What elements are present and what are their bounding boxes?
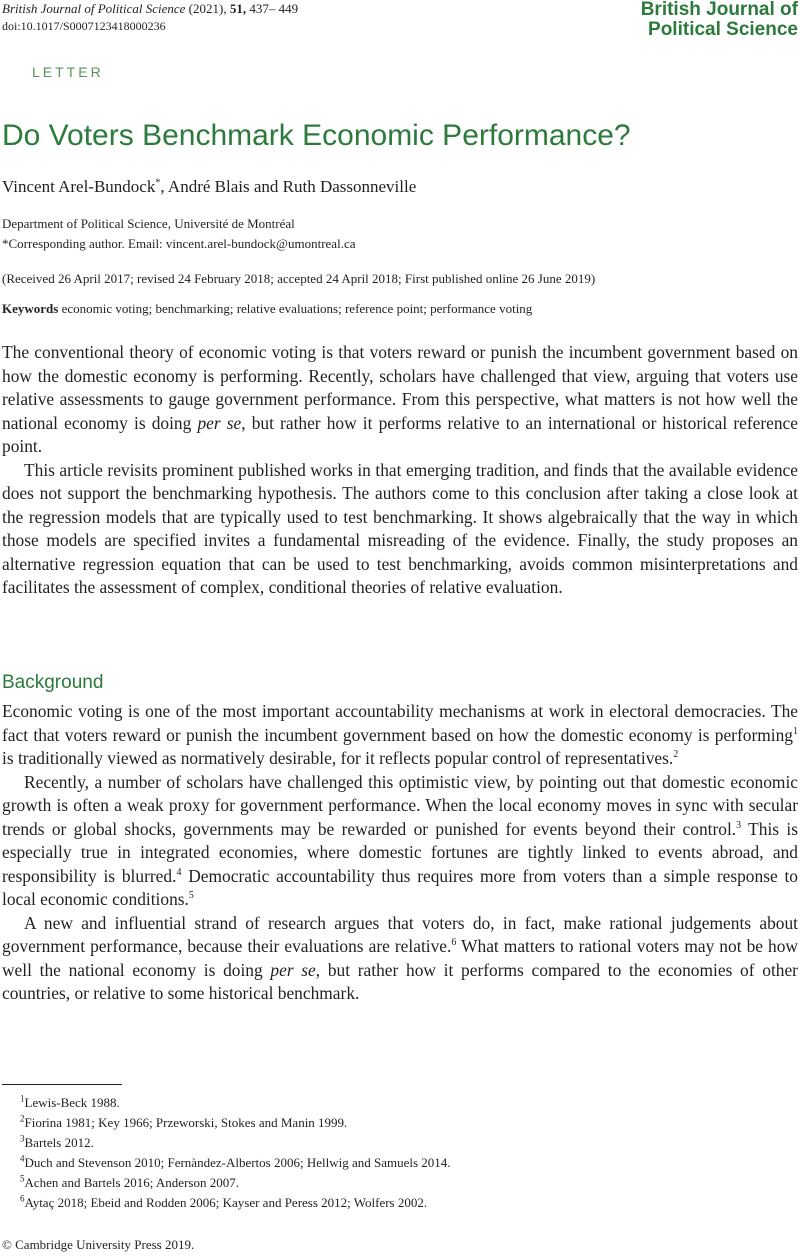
- footnote-ref-5[interactable]: 5: [188, 890, 194, 902]
- footnote-ref-3[interactable]: 3: [736, 819, 742, 831]
- footnote-text: Lewis-Beck 1988.: [24, 1095, 120, 1110]
- abstract: [2, 341, 798, 600]
- keywords-list: economic voting; benchmarking; relative evaluations; reference point; performance voting: [61, 301, 533, 316]
- affiliation-block: [2, 214, 355, 254]
- footnote: [2, 1134, 451, 1154]
- footnote: [2, 1174, 451, 1194]
- journal-citation: [2, 0, 298, 18]
- footnote-ref-2[interactable]: 2: [673, 749, 679, 761]
- footnote: [2, 1114, 451, 1134]
- footnote-text: Fiorina 1981; Key 1966; Przeworski, Stokes and Manin 1999.: [24, 1115, 348, 1130]
- journal-year: (2021),: [188, 1, 227, 16]
- footnotes: [2, 1094, 451, 1214]
- emphasis: per se: [197, 412, 242, 433]
- footnote-ref-4[interactable]: 4: [176, 866, 182, 878]
- journal-logo[interactable]: [641, 0, 798, 40]
- corresponding-email[interactable]: *Corresponding author. Email: vincent.arel-bundock@umontreal.ca: [2, 236, 356, 251]
- emphasis: per se: [270, 959, 316, 980]
- author-list: [2, 176, 416, 198]
- footnote-number: 1: [20, 1093, 25, 1104]
- footnote-number: 2: [20, 1113, 25, 1124]
- footnote: [2, 1194, 451, 1214]
- footnote-number: 4: [20, 1153, 25, 1164]
- body-text: A new and influential strand of research argues that voters do, in fact, make rational judgements about government performance, because their evaluations are relative.: [2, 912, 798, 956]
- footnote-number: 6: [20, 1193, 25, 1204]
- section-heading-background: Background: [2, 672, 104, 693]
- publication-history: (Received 26 April 2017; revised 24 February 2018; accepted 24 April 2018; First published online 26 June 2019): [2, 271, 596, 286]
- footnote-number: 3: [20, 1133, 25, 1144]
- body-text: What matters to rational voters may not be how well the national economy is doing: [2, 936, 798, 980]
- other-authors: , André Blais and Ruth Dassonneville: [160, 177, 417, 196]
- body-text: Recently, a number of scholars have challenged this optimistic view, by pointing out that domestic economic growth is often a weak proxy for government performance. When the local economy moves in sync with secular trends or global shocks, governments may be rewarded or punished for events beyond their control.: [2, 771, 798, 839]
- logo-line-1: British Journal of: [640, 0, 798, 20]
- body-text: is traditionally viewed as normatively desirable, for it reflects popular control of representatives.: [2, 748, 674, 768]
- footnote-text: Bartels 2012.: [24, 1135, 94, 1150]
- journal-pages: 437– 449: [249, 1, 299, 16]
- article-title: Do Voters Benchmark Economic Performance?: [2, 119, 631, 152]
- footnote-text: Duch and Stevenson 2010; Fernàndez-Albertos 2006; Hellwig and Samuels 2014.: [24, 1155, 451, 1170]
- body-text: Democratic accountability thus requires more from voters than a simple response to local economic conditions.: [2, 865, 798, 909]
- doi[interactable]: doi:10.1017/S0007123418000236: [2, 19, 166, 33]
- copyright-notice: © Cambridge University Press 2019.: [2, 1237, 195, 1252]
- body-paragraph-2: [2, 771, 798, 912]
- body-text: Economic voting is one of the most important accountability mechanisms at work in electoral democracies. The fact that voters reward or punish the incumbent government based on how the domestic economy is performing: [2, 701, 798, 745]
- author-vincent-arel-bundock[interactable]: Vincent Arel-Bundock: [2, 177, 156, 196]
- abstract-text: , but rather how it performs relative to an international or historical reference point.: [2, 412, 798, 456]
- footnote-number: 5: [20, 1173, 25, 1184]
- corresponding-author-mark: *: [155, 177, 161, 189]
- footnote: [2, 1154, 451, 1174]
- abstract-paragraph-1: [2, 341, 798, 459]
- body-text: This is especially true in integrated economies, where domestic fortunes are tightly linked to events abroad, and responsibility is blurred.: [2, 818, 798, 886]
- footnote-text: Achen and Bartels 2016; Anderson 2007.: [24, 1175, 239, 1190]
- keywords: [2, 300, 532, 318]
- footnote: [2, 1094, 451, 1114]
- footnote-divider: [2, 1084, 122, 1085]
- journal-volume: 51,: [229, 1, 247, 16]
- journal-name: British Journal of Political Science: [2, 1, 186, 16]
- footnote-text: Aytaç 2018; Ebeid and Rodden 2006; Kayser and Peress 2012; Wolfers 2002.: [24, 1195, 428, 1210]
- abstract-paragraph-2: This article revisits prominent published works in that emerging tradition, and finds that the available evidence does not support the benchmarking hypothesis. The authors come to this conclusion after taking a close look at the regression models that are typically used to test benchmarking. It shows algebraically that the way in which those models are specified invites a fundamental misreading of the evidence. Finally, the study proposes an alternative regression equation that can be used to test benchmarking, avoids common misinterpretations and facilitates the assessment of complex, conditional theories of relative evaluation.: [2, 459, 798, 597]
- abstract-text: The conventional theory of economic voting is that voters reward or punish the incumbent government based on how the domestic economy is performing. Recently, scholars have challenged that view, arguing that voters use relative assessments to gauge government performance. From this perspective, what matters is not how well the national economy is doing: [2, 342, 798, 433]
- footnote-ref-1[interactable]: 1: [793, 725, 798, 737]
- body-text: , but rather how it performs compared to the economies of other countries, or relative to some historical benchmark.: [2, 959, 798, 1003]
- section-label: LETTER: [32, 64, 104, 80]
- footnote-ref-6[interactable]: 6: [451, 937, 457, 949]
- background-section: [2, 700, 798, 1006]
- body-paragraph-3: [2, 912, 798, 1006]
- affiliation: Department of Political Science, Université de Montréal: [2, 216, 295, 231]
- logo-line-2: Political Science: [648, 19, 798, 40]
- keywords-label: Keywords: [2, 301, 59, 316]
- body-paragraph-1: [2, 700, 798, 771]
